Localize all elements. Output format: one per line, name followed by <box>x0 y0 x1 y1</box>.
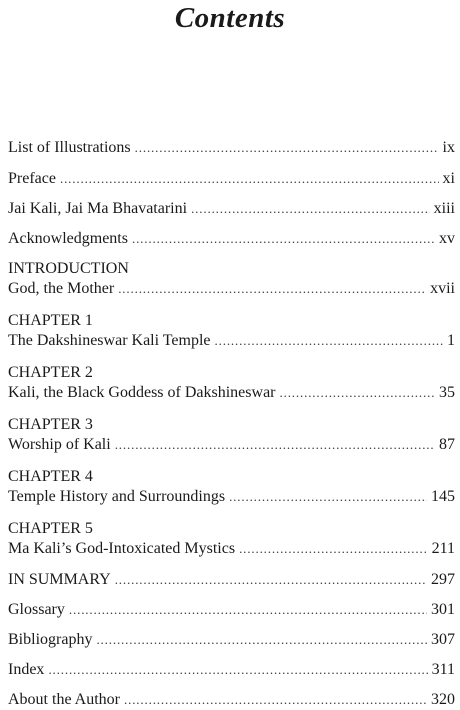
toc-entry-glossary <box>8 600 455 620</box>
dot-leader <box>239 539 428 559</box>
toc-entry-label: The Dakshineswar Kali Temple <box>8 332 211 349</box>
toc-entry-label: Ma Kali’s God-Intoxicated Mystics <box>8 540 236 557</box>
toc-page-number: 307 <box>431 631 455 648</box>
dot-leader <box>229 487 427 507</box>
toc-entry-label: Jai Kali, Jai Ma Bhavatarini <box>8 200 188 217</box>
toc-entry-in-summary <box>8 570 455 590</box>
table-of-contents <box>8 138 455 710</box>
toc-entry-chapter-4 <box>8 467 455 507</box>
toc-entry-chapter-2 <box>8 363 455 403</box>
dot-leader <box>215 331 443 351</box>
toc-entry-list-of-illustrations <box>8 138 455 158</box>
toc-page-number: 87 <box>439 436 455 453</box>
toc-entry-acknowledgments <box>8 229 455 249</box>
dot-leader <box>115 435 435 455</box>
toc-entry-chapter-3 <box>8 415 455 455</box>
toc-entry-introduction <box>8 259 455 299</box>
dot-leader <box>118 279 426 299</box>
toc-entry-label: Index <box>8 661 45 678</box>
toc-entry-label: Worship of Kali <box>8 436 111 453</box>
toc-entry-label: List of Illustrations <box>8 139 131 156</box>
toc-entry-preface <box>8 169 455 189</box>
toc-entry-label: Kali, the Black Goddess of Dakshineswar <box>8 384 276 401</box>
page-title: Contents <box>174 2 286 34</box>
toc-page-number: xi <box>442 170 455 187</box>
toc-page-number: 1 <box>447 332 455 349</box>
toc-page-number: 297 <box>431 571 455 588</box>
toc-page-number: 301 <box>431 601 455 618</box>
dot-leader <box>191 199 430 219</box>
dot-leader <box>280 383 436 403</box>
toc-page-number: 311 <box>431 661 455 678</box>
toc-entry-jai-kali <box>8 199 455 219</box>
dot-leader <box>115 570 427 590</box>
toc-entry-chapter-5 <box>8 519 455 559</box>
toc-entry-label: Temple History and Surroundings <box>8 488 226 505</box>
toc-page-number: 211 <box>431 540 455 557</box>
dot-leader <box>48 660 427 680</box>
toc-section-heading: INTRODUCTION <box>8 260 129 277</box>
toc-section-heading: CHAPTER 5 <box>8 520 93 537</box>
toc-page-number: xvii <box>430 280 455 297</box>
toc-entry-about-the-author <box>8 690 455 710</box>
toc-entry-label: About the Author <box>8 691 120 708</box>
toc-section-heading: CHAPTER 2 <box>8 364 93 381</box>
toc-entry-index <box>8 660 455 680</box>
toc-page-number: xv <box>439 230 455 247</box>
dot-leader <box>132 229 435 249</box>
dot-leader <box>69 600 427 620</box>
toc-page-number: 320 <box>431 691 455 708</box>
dot-leader <box>135 138 439 158</box>
toc-section-heading: CHAPTER 3 <box>8 416 93 433</box>
dot-leader <box>124 690 427 710</box>
toc-entry-label: God, the Mother <box>8 280 115 297</box>
dot-leader <box>60 169 439 189</box>
toc-page-number: xiii <box>433 200 455 217</box>
toc-page-number: ix <box>442 139 455 156</box>
toc-entry-chapter-1 <box>8 311 455 351</box>
toc-entry-label: Acknowledgments <box>8 230 128 247</box>
toc-section-heading: CHAPTER 1 <box>8 312 93 329</box>
toc-section-heading: CHAPTER 4 <box>8 468 93 485</box>
toc-entry-label: Preface <box>8 170 56 187</box>
toc-entry-label: Glossary <box>8 601 65 618</box>
toc-page-number: 145 <box>431 488 455 505</box>
dot-leader <box>96 630 427 650</box>
toc-entry-label: IN SUMMARY <box>8 571 111 588</box>
toc-entry-label: Bibliography <box>8 631 93 648</box>
toc-entry-bibliography <box>8 630 455 650</box>
toc-page-number: 35 <box>439 384 455 401</box>
